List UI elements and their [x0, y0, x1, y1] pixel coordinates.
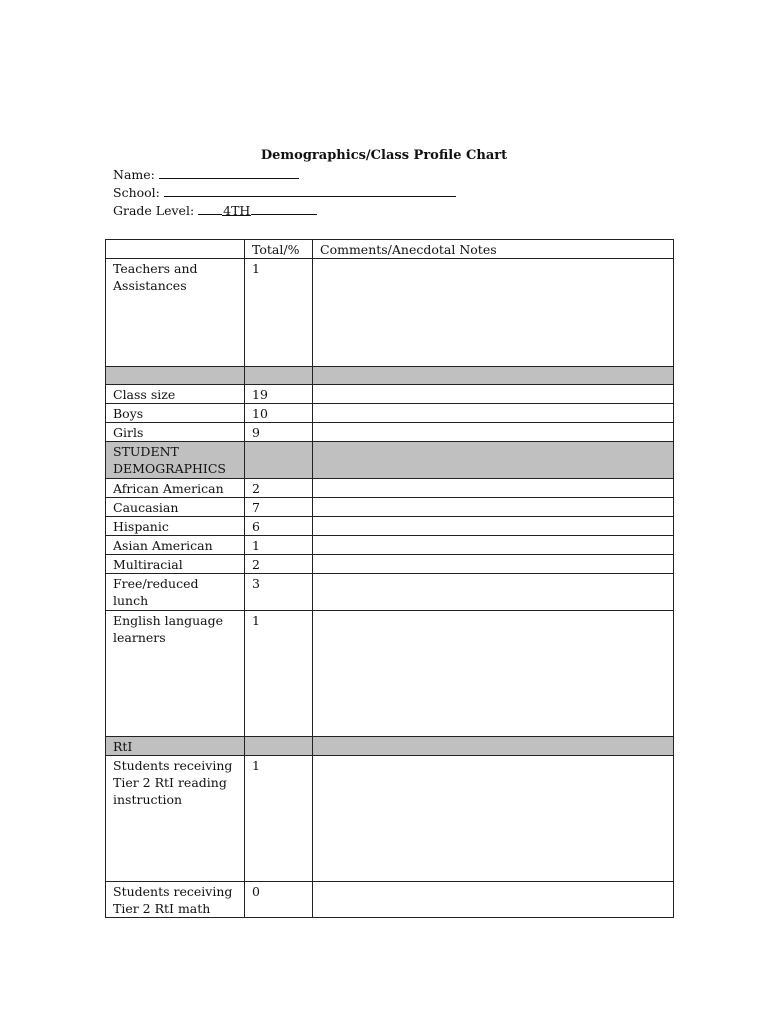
grade-blank-after — [251, 202, 317, 215]
row-notes[interactable] — [313, 517, 674, 536]
header-cell-notes: Comments/Anecdotal Notes — [313, 240, 674, 259]
row-value: 7 — [245, 498, 313, 517]
section-header-row — [106, 737, 674, 756]
table-row — [106, 404, 674, 423]
school-line — [113, 184, 456, 200]
table-row — [106, 479, 674, 498]
row-notes[interactable] — [313, 574, 674, 611]
table-row — [106, 259, 674, 367]
row-notes[interactable] — [313, 259, 674, 367]
row-value — [245, 737, 313, 756]
table-row — [106, 423, 674, 442]
row-notes[interactable] — [313, 555, 674, 574]
row-value: 6 — [245, 517, 313, 536]
row-value: 19 — [245, 385, 313, 404]
document-title: Demographics/Class Profile Chart — [260, 148, 508, 163]
section-header-row — [106, 442, 674, 479]
table-row — [106, 517, 674, 536]
table-row — [106, 611, 674, 737]
header-cell-category — [106, 240, 245, 259]
row-label: Class size — [106, 385, 245, 404]
row-label: Students receiving Tier 2 RtI reading instruction — [106, 756, 245, 882]
grade-blank-before — [198, 202, 222, 215]
row-value: 2 — [245, 555, 313, 574]
school-blank[interactable] — [164, 184, 456, 197]
row-label: Free/reduced lunch — [106, 574, 245, 611]
row-label: Caucasian — [106, 498, 245, 517]
row-value: 1 — [245, 756, 313, 882]
row-value: 0 — [245, 882, 313, 918]
row-label: Girls — [106, 423, 245, 442]
row-notes[interactable] — [313, 385, 674, 404]
table-row — [106, 555, 674, 574]
table-row — [106, 882, 674, 918]
row-label: Students receiving Tier 2 RtI math — [106, 882, 245, 918]
row-label: Teachers and Assistances — [106, 259, 245, 367]
row-notes[interactable] — [313, 423, 674, 442]
row-notes[interactable] — [313, 536, 674, 555]
row-label: African American — [106, 479, 245, 498]
row-label — [106, 367, 245, 385]
table-row — [106, 498, 674, 517]
grade-line — [113, 202, 317, 218]
row-label: Multiracial — [106, 555, 245, 574]
row-label: English language learners — [106, 611, 245, 737]
header-cell-total: Total/% — [245, 240, 313, 259]
row-label: STUDENT DEMOGRAPHICS — [106, 442, 245, 479]
table-row — [106, 385, 674, 404]
table-header-row — [106, 240, 674, 259]
name-label: Name: — [113, 167, 159, 182]
row-notes — [313, 442, 674, 479]
row-value: 3 — [245, 574, 313, 611]
row-label: Hispanic — [106, 517, 245, 536]
table-row — [106, 574, 674, 611]
profile-table — [105, 239, 674, 918]
row-notes[interactable] — [313, 756, 674, 882]
row-value: 10 — [245, 404, 313, 423]
row-value: 1 — [245, 536, 313, 555]
grade-label: Grade Level: — [113, 203, 199, 218]
row-label: RtI — [106, 737, 245, 756]
row-notes[interactable] — [313, 882, 674, 918]
name-line — [113, 166, 299, 182]
row-notes[interactable] — [313, 404, 674, 423]
table-row — [106, 756, 674, 882]
row-label: Asian American — [106, 536, 245, 555]
row-notes[interactable] — [313, 611, 674, 737]
row-value: 1 — [245, 611, 313, 737]
row-notes — [313, 737, 674, 756]
row-label: Boys — [106, 404, 245, 423]
row-notes — [313, 367, 674, 385]
name-blank[interactable] — [159, 166, 299, 179]
table-row — [106, 536, 674, 555]
row-notes[interactable] — [313, 479, 674, 498]
row-value — [245, 367, 313, 385]
row-notes[interactable] — [313, 498, 674, 517]
school-label: School: — [113, 185, 164, 200]
row-value: 1 — [245, 259, 313, 367]
row-value: 2 — [245, 479, 313, 498]
row-value — [245, 442, 313, 479]
row-value: 9 — [245, 423, 313, 442]
section-divider-row — [106, 367, 674, 385]
grade-value[interactable]: 4TH — [223, 203, 251, 218]
